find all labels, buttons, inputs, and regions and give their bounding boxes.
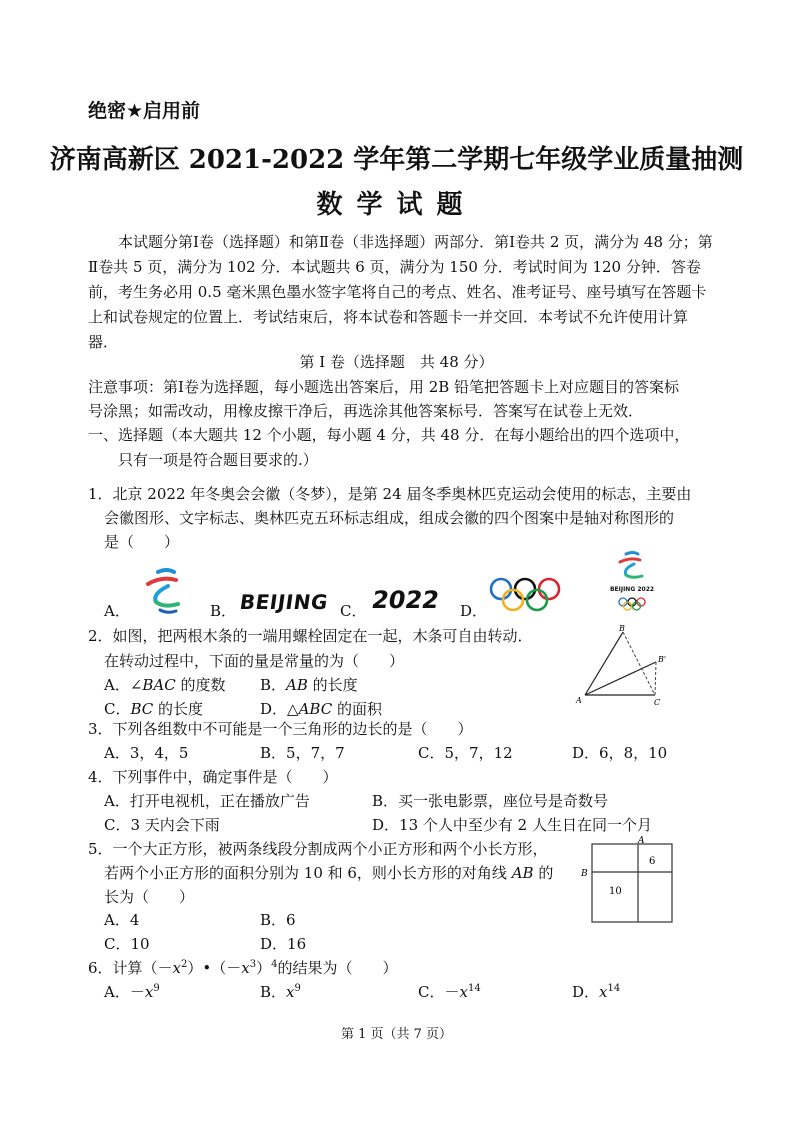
fig-area-6: 6 [649, 856, 656, 867]
section-heading-1: 一、选择题（本大题共 12 个小题，每小题 4 分，共 48 分．在每小题给出的四个选项中， [88, 426, 690, 444]
exam-title: 济南高新区 2021-2022 学年第二学期七年级学业质量抽测 [49, 145, 744, 175]
fig-label-b: B [619, 624, 625, 633]
q2-option-d: D．△ABC 的面积 [260, 700, 382, 718]
q1-option-a-label: A． [104, 602, 130, 620]
fig-label-a: A [638, 836, 645, 846]
q6-option-a: A．$-x^9$ [104, 983, 160, 1001]
section-heading-2: 只有一项是符合题目要求的.） [118, 451, 318, 469]
q3-option-b: B．5，7，7 [260, 744, 345, 762]
q5-line-1: 5．一个大正方形，被两条线段分割成两个小正方形和两个小长方形， [88, 840, 548, 858]
q1-line-2: 会徽图形、文字标志、奥林匹克五环标志组成，组成会徽的四个图案中是轴对称图形的 [104, 509, 675, 527]
beijing-2022-full-emblem-image [604, 550, 660, 614]
q4-option-b: B．买一张电影票，座位号是奇数号 [372, 792, 609, 810]
q3-option-d: D．6，8，10 [572, 744, 668, 762]
q6-option-c: C．$-x^{14}$ [418, 983, 481, 1001]
fig-label-b: B [581, 869, 588, 879]
notice-line-1: 注意事项：第Ⅰ卷为选择题，每小题选出答案后，用 2B 铅笔把答题卡上对应题目的答案标 [88, 378, 680, 396]
q5-option-d: D．16 [260, 935, 307, 953]
notice-line-2: 号涂黑；如需改动，用橡皮擦干净后，再选涂其他答案标号．答案写在试卷上无效． [88, 402, 644, 420]
q2-option-a: A．∠BAC 的度数 [104, 676, 226, 694]
beijing-wordmark: BEIJING [238, 590, 330, 614]
confidential-mark: 绝密★启用前 [88, 100, 201, 122]
olympic-rings-image [488, 576, 562, 614]
q1-line-3: 是（ ） [104, 533, 180, 551]
page-footer: 第 1 页（共 7 页） [340, 1027, 453, 1042]
q5-line-3: 长为（ ） [104, 888, 195, 906]
q1-line-1: 1．北京 2022 年冬奥会会徽（冬梦），是第 24 届冬季奥林匹克运动会使用的标志，主要由 [88, 485, 692, 503]
q2-option-b: B．AB 的长度 [260, 676, 358, 694]
fig-label-a: A [576, 696, 582, 705]
q3-option-c: C．5，7，12 [418, 744, 513, 762]
q1-option-b-label: B． [210, 602, 237, 620]
winter-dream-emblem-image [134, 566, 190, 616]
q2-option-c: C．BC 的长度 [104, 700, 204, 718]
q6-option-b: B．$x^9$ [260, 983, 301, 1001]
q5-option-c: C．10 [104, 935, 150, 953]
q1-option-d-label: D． [460, 602, 488, 620]
fig-area-10: 10 [609, 886, 622, 897]
q4-option-a: A．打开电视机，正在播放广告 [104, 792, 310, 810]
q4-stem: 4．下列事件中，确定事件是（ ） [88, 768, 338, 786]
exam-subtitle: 数学试题 [316, 190, 477, 220]
fig-label-c: C [654, 698, 661, 707]
intro-paragraph: 本试题分第Ⅰ卷（选择题）和第Ⅱ卷（非选择题）两部分．第Ⅰ卷共 2 页，满分为 48 分；第Ⅱ卷共 5 页，满分为 102 分．本试题共 6 页，满分为 150 分．考试时间为 120 分钟．答卷前，考生务必用 0.5 毫米黑色墨水签字笔将自己的考点、姓名、准考证号、座号填写在答题卡上和试卷规定的位置上．考试结束后，将本试卷和答题卡一并交回．本考试不允许使用计算器． [88, 233, 713, 351]
q3-option-a: A．3，4，5 [104, 744, 189, 762]
emblem-caption: BEIJING 2022 [609, 586, 655, 593]
q2-line-1: 2．如图，把两根木条的一端用螺栓固定在一起，木条可自由转动． [88, 627, 533, 645]
fig-label-b-prime: B' [658, 655, 667, 664]
part1-heading: 第 I 卷（选择题 共 48 分） [299, 353, 494, 371]
q5-square-figure [578, 834, 678, 926]
q5-line-2: 若两个小正方形的面积分别为 10 和 6，则小长方形的对角线 AB 的 [104, 864, 554, 882]
q2-line-2: 在转动过程中，下面的量是常量的为（ ） [104, 652, 405, 670]
q5-option-b: B．6 [260, 911, 296, 929]
q6-stem: 6．计算$(-x^2)•(-x^3)^4$的结果为（ ） [88, 959, 398, 977]
q1-option-c-label: C． [340, 602, 367, 620]
q4-option-c: C．3 天内会下雨 [104, 816, 220, 834]
q4-option-d: D．13 个人中至少有 2 人生日在同一个月 [372, 816, 652, 834]
q2-triangle-figure [570, 624, 670, 708]
year-2022-wordmark: 2022 [369, 586, 442, 614]
q3-stem: 3．下列各组数中不可能是一个三角形的边长的是（ ） [88, 720, 473, 738]
q5-option-a: A．4 [104, 911, 140, 929]
q6-option-d: D．$x^{14}$ [572, 983, 621, 1001]
